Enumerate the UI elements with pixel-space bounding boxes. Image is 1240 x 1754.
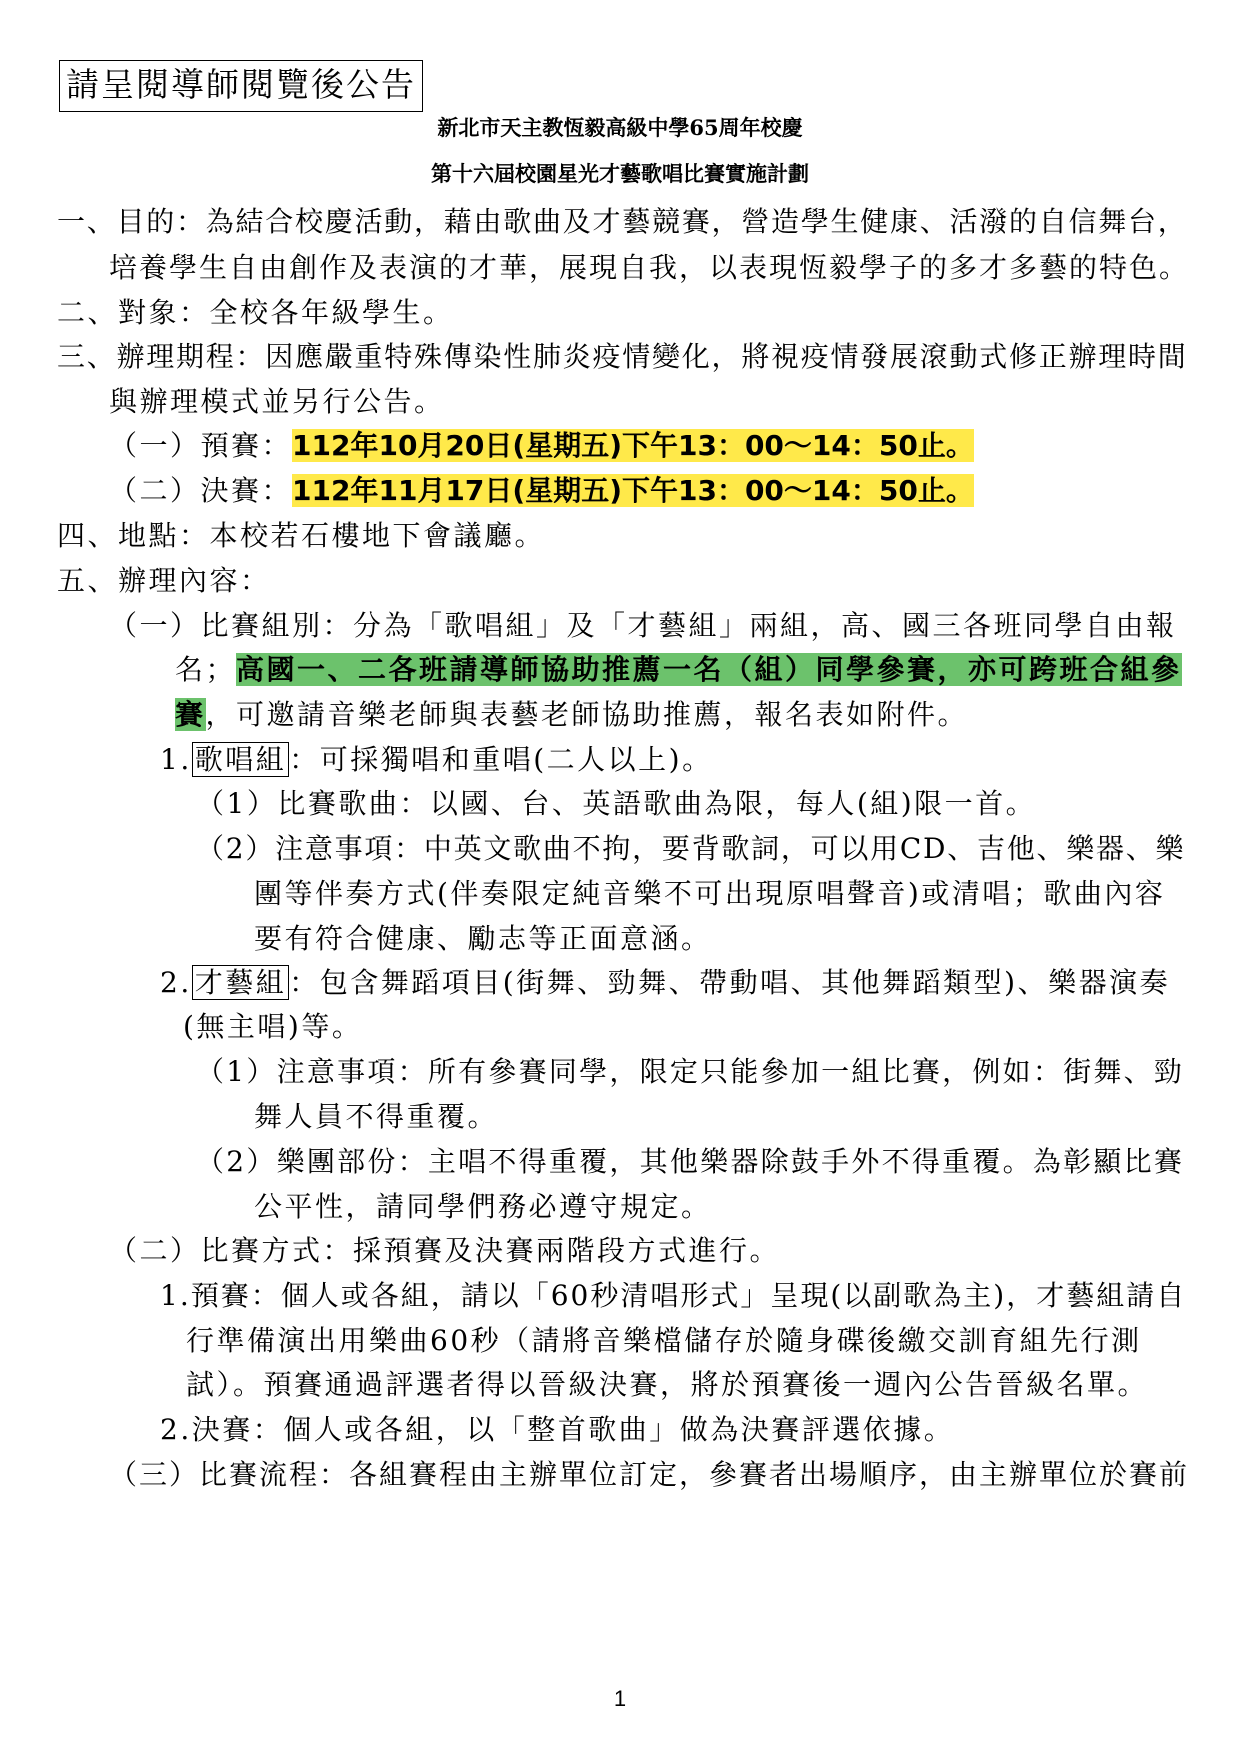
notice-box: 請呈閱導師閱覽後公告 bbox=[59, 60, 423, 112]
singing-group-name: 歌唱組 bbox=[192, 742, 290, 777]
schedule-prelim bbox=[109, 426, 974, 466]
groups-recommend-highlight: 高國一、二各班請導師協助推薦一名（組）同學參賽，亦可跨班合組參 bbox=[236, 653, 1182, 686]
final-label: （二）決賽： bbox=[109, 474, 293, 507]
document-subtitle: 第十六屆校園星光才藝歌唱比賽實施計劃 bbox=[431, 161, 809, 186]
groups-line3-rest: ，可邀請音樂老師與表藝老師協助推薦，報名表如附件。 bbox=[205, 698, 969, 731]
talent-item1-line2: 舞人員不得重覆。 bbox=[254, 1100, 499, 1133]
section-target: 二、對象：全校各年級學生。 bbox=[57, 296, 454, 329]
prelim-date-highlight: 112年10月20日(星期五)下午13：00～14：50止。 bbox=[292, 429, 974, 462]
singing-item2-line3: 要有符合健康、勵志等正面意涵。 bbox=[254, 922, 712, 955]
groups-line1: （一）比賽組別：分為「歌唱組」及「才藝組」兩組，高、國三各班同學自由報 bbox=[109, 609, 1177, 642]
groups-line2-prefix: 名； bbox=[175, 653, 237, 686]
final-rule-line1: 2.決賽：個人或各組，以「整首歌曲」做為決賽評選依據。 bbox=[160, 1413, 955, 1446]
singing-item2-line2: 團等伴奏方式(伴奏限定純音樂不可出現原唱聲音)或清唱；歌曲內容 bbox=[254, 877, 1166, 910]
talent-item2-line1: （2）樂團部份：主唱不得重覆，其他樂器除鼓手外不得重覆。為彰顯比賽 bbox=[196, 1145, 1185, 1178]
prelim-rule-line1: 1.預賽：個人或各組，請以「60秒清唱形式」呈現(以副歌為主)，才藝組請自 bbox=[160, 1279, 1187, 1312]
section-purpose-line2: 培養學生自由創作及表演的才華，展現自我，以表現恆毅學子的多才多藝的特色。 bbox=[109, 251, 1190, 284]
groups-recommend-highlight-end: 賽 bbox=[175, 698, 206, 731]
schedule-final bbox=[109, 471, 974, 511]
singing-group-line bbox=[160, 740, 713, 780]
talent-group-desc: ：包含舞蹈項目(街舞、勁舞、帶動唱、其他舞蹈類型)、樂器演奏 bbox=[289, 966, 1171, 999]
talent-group-line2: (無主唱)等。 bbox=[183, 1010, 363, 1043]
final-date-highlight: 112年11月17日(星期五)下午13：00～14：50止。 bbox=[292, 474, 974, 507]
section-schedule-line2: 與辦理模式並另行公告。 bbox=[109, 385, 445, 418]
section-purpose-line1: 一、目的：為結合校慶活動，藉由歌曲及才藝競賽，營造學生健康、活潑的自信舞台， bbox=[57, 205, 1188, 238]
talent-item1-line1: （1）注意事項：所有參賽同學，限定只能參加一組比賽，例如：街舞、勁 bbox=[196, 1055, 1185, 1088]
singing-group-number: 1. bbox=[160, 743, 192, 776]
competition-format: （二）比賽方式：採預賽及決賽兩階段方式進行。 bbox=[109, 1234, 781, 1267]
page-number: 1 bbox=[613, 1686, 627, 1711]
groups-line2 bbox=[175, 650, 1182, 690]
talent-group-number: 2. bbox=[160, 966, 192, 999]
document-title: 新北市天主教恆毅高級中學65周年校慶 bbox=[437, 115, 803, 140]
section-content-heading: 五、辦理內容： bbox=[57, 564, 271, 597]
prelim-rule-line2: 行準備演出用樂曲60秒（請將音樂檔儲存於隨身碟後繳交訓育組先行測 bbox=[186, 1324, 1142, 1357]
singing-item2-line1: （2）注意事項：中英文歌曲不拘，要背歌詞，可以用CD、吉他、樂器、樂 bbox=[196, 832, 1186, 865]
singing-group-desc: ：可採獨唱和重唱(二人以上)。 bbox=[289, 743, 713, 776]
singing-item1: （1）比賽歌曲：以國、台、英語歌曲為限，每人(組)限一首。 bbox=[196, 787, 1037, 820]
prelim-rule-line3: 試）。預賽通過評選者得以晉級決賽，將於預賽後一週內公告晉級名單。 bbox=[186, 1368, 1149, 1401]
prelim-label: （一）預賽： bbox=[109, 429, 293, 462]
competition-process: （三）比賽流程：各組賽程由主辦單位訂定，參賽者出場順序，由主辦單位於賽前 bbox=[109, 1458, 1190, 1491]
talent-item2-line2: 公平性，請同學們務必遵守規定。 bbox=[254, 1190, 712, 1223]
section-location: 四、地點：本校若石樓地下會議廳。 bbox=[57, 519, 546, 552]
talent-group-name: 才藝組 bbox=[192, 965, 290, 1000]
talent-group-line bbox=[160, 963, 1170, 1003]
groups-line3 bbox=[175, 695, 968, 735]
section-schedule-line1: 三、辦理期程：因應嚴重特殊傳染性肺炎疫情變化，將視疫情發展滾動式修正辦理時間 bbox=[57, 340, 1188, 373]
